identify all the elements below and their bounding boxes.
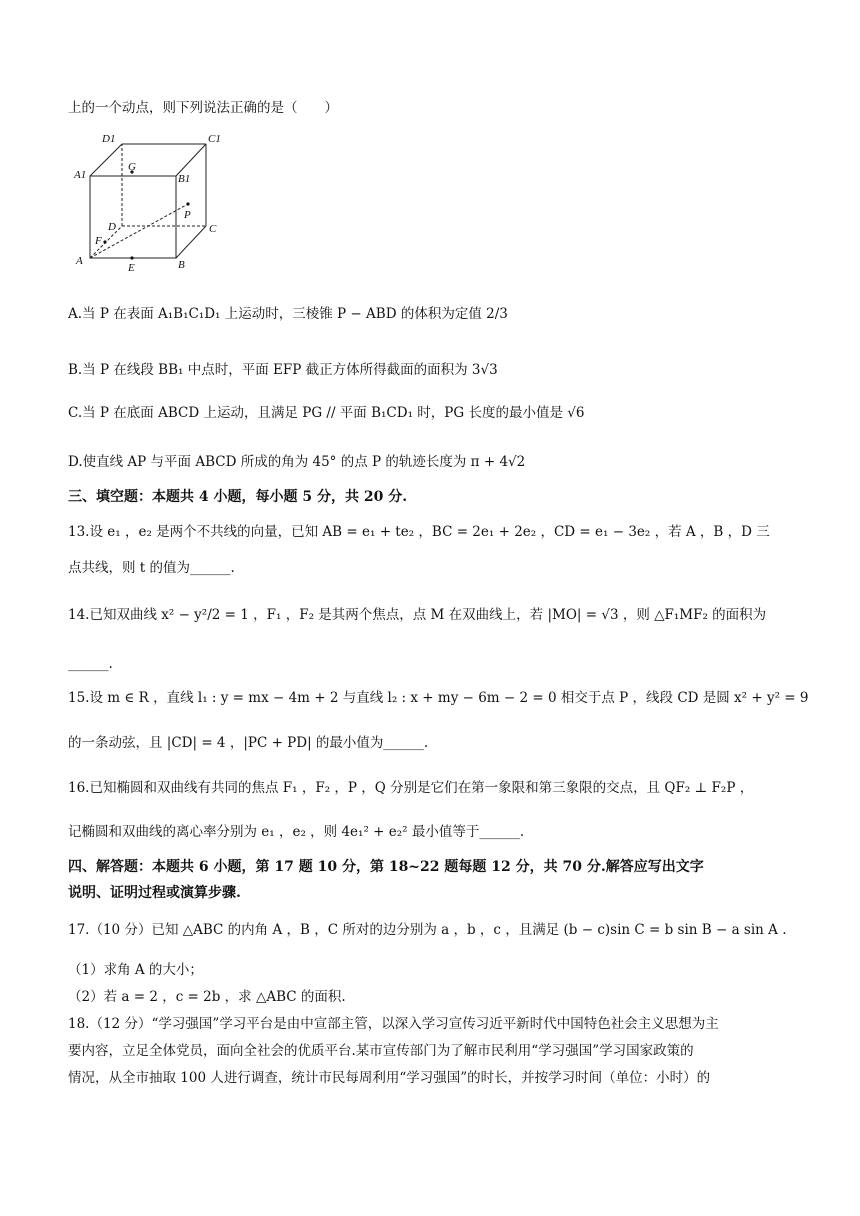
q15-line1: 15.设 m ∈ R ，直线 l₁ : y = mx − 4m + 2 与直线 l₂ : x + my − 6m − 2 = 0 相交于点 P ，线段 CD 是圆 x² + y² = 9: [68, 690, 809, 706]
intro-text: 上的一个动点，则下列说法正确的是（ ）: [68, 100, 338, 116]
q14-line2: ______.: [68, 656, 113, 672]
q18-line1: 18.（12 分）“学习强国”学习平台是由中宣部主管，以深入学习宣传习近平新时代中国特色社会主义思想为主: [68, 1016, 719, 1032]
cube-figure: [70, 128, 230, 273]
label-C1: C1: [208, 133, 221, 145]
q13-line2: 点共线，则 t 的值为______.: [68, 560, 235, 576]
label-P: P: [184, 209, 191, 221]
label-D: D: [108, 221, 116, 233]
q16-line1: 16.已知椭圆和双曲线有共同的焦点 F₁ ，F₂ ，P ，Q 分别是它们在第一象限和第三象限的交点，且 QF₂ ⊥ F₂P ，: [68, 780, 754, 796]
q13-line1: 13.设 e₁ ，e₂ 是两个不共线的向量，已知 AB = e₁ + te₂ ，BC = 2e₁ + 2e₂ ，CD = e₁ − 3e₂ ，若 A ，B ，D 三: [68, 524, 770, 540]
option-c: C.当 P 在底面 ABCD 上运动，且满足 PG // 平面 B₁CD₁ 时，PG 长度的最小值是 √6: [68, 405, 585, 421]
q18-line3: 情况，从全市抽取 100 人进行调查，统计市民每周利用“学习强国”的时长，并按学习时间（单位：小时）的: [68, 1070, 711, 1086]
q17-sub2: （2）若 a = 2 ，c = 2b ，求 △ABC 的面积.: [68, 989, 346, 1005]
q17-sub1: （1）求角 A 的大小；: [68, 962, 203, 978]
q17-line1: 17.（10 分）已知 △ABC 的内角 A ，B ，C 所对的边分别为 a ，b ，c ，且满足 (b − c)sin C = b sin B − a sin A .: [68, 922, 787, 938]
label-B: B: [178, 259, 185, 271]
q18-line2: 要内容，立足全体党员，面向全社会的优质平台.某市宣传部门为了解市民利用“学习强国”学习国家政策的: [68, 1043, 694, 1059]
label-F: F: [95, 235, 102, 247]
label-A: A: [76, 255, 83, 267]
option-b: B.当 P 在线段 BB₁ 中点时，平面 EFP 截正方体所得截面的面积为 3√3: [68, 362, 498, 378]
option-a: A.当 P 在表面 A₁B₁C₁D₁ 上运动时，三棱锥 P − ABD 的体积为定值 2/3: [68, 306, 508, 322]
q14-line1: 14.已知双曲线 x² − y²/2 = 1 ，F₁ ，F₂ 是其两个焦点，点 M 在双曲线上，若 |MO| = √3 ，则 △F₁MF₂ 的面积为: [68, 607, 767, 623]
label-E: E: [128, 262, 135, 273]
label-A1: A1: [74, 169, 87, 181]
section-3-heading: 三、填空题：本题共 4 小题，每小题 5 分，共 20 分.: [68, 489, 408, 505]
section-4-heading-line2: 说明、证明过程或演算步骤.: [68, 885, 241, 901]
option-d: D.使直线 AP 与平面 ABCD 所成的角为 45° 的点 P 的轨迹长度为 π + 4√2: [68, 454, 526, 470]
label-B1: B1: [178, 173, 191, 185]
label-C: C: [209, 223, 217, 235]
q16-line2: 记椭圆和双曲线的离心率分别为 e₁ ，e₂ ，则 4e₁² + e₂² 最小值等于______.: [68, 824, 525, 840]
label-G: G: [128, 161, 136, 173]
q15-line2: 的一条动弦，且 |CD| = 4 ，|PC + PD| 的最小值为______.: [68, 735, 429, 751]
label-D1: D1: [102, 133, 116, 145]
section-4-heading-line1: 四、解答题：本题共 6 小题，第 17 题 10 分，第 18~22 题每题 12 分，共 70 分.解答应写出文字: [68, 859, 704, 875]
